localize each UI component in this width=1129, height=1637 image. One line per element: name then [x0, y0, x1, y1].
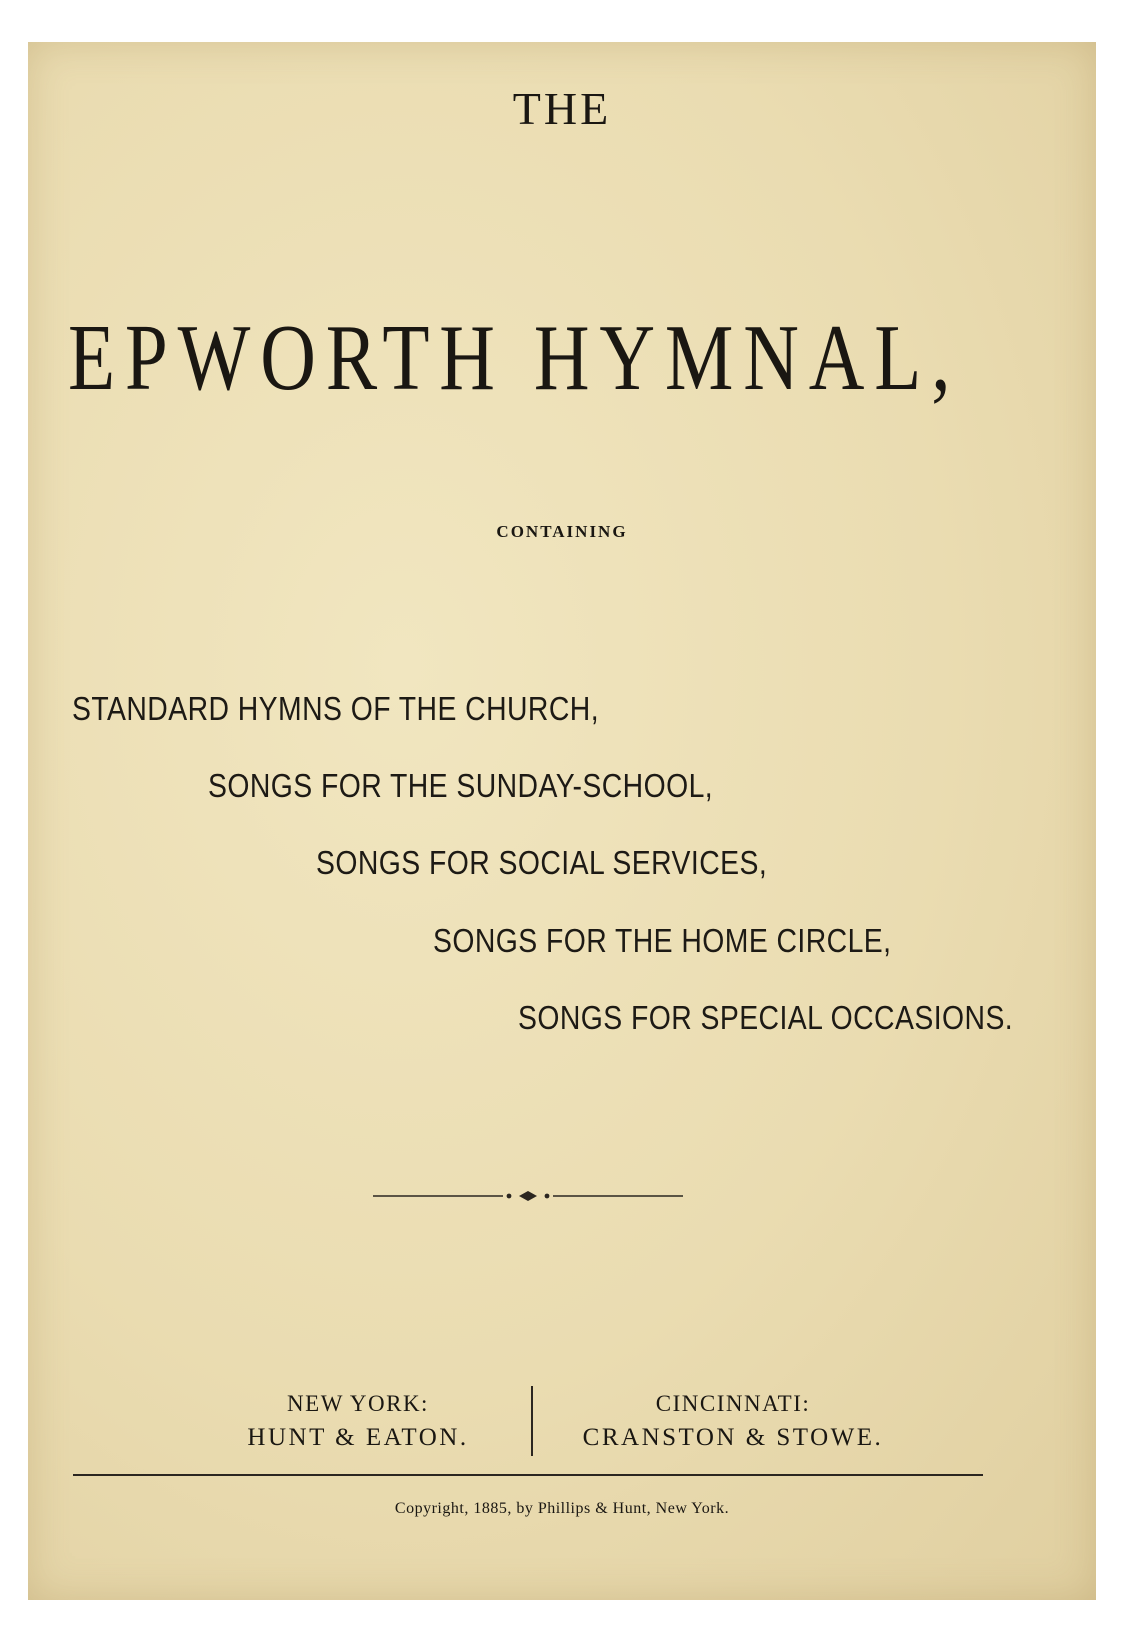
title-article: THE [512, 83, 612, 134]
contents-line-3: SONGS FOR SOCIAL SERVICES, [316, 844, 768, 881]
ornamental-rule [373, 1188, 683, 1204]
publisher-name: CRANSTON & STOWE. [582, 1424, 884, 1451]
copyright-notice: Copyright, 1885, by Phillips & Hunt, New York. [394, 1500, 730, 1517]
publisher-new-york [208, 1387, 508, 1455]
contents-line-5: SONGS FOR SPECIAL OCCASIONS. [518, 999, 1014, 1036]
title-page [28, 42, 1096, 1600]
publisher-divider [531, 1386, 533, 1456]
containing-label: CONTAINING [496, 522, 628, 541]
contents-line-1: STANDARD HYMNS OF THE CHURCH, [72, 690, 600, 727]
contents-line-4: SONGS FOR THE HOME CIRCLE, [433, 922, 892, 959]
contents-line-2: SONGS FOR THE SUNDAY-SCHOOL, [208, 767, 714, 804]
publisher-cincinnati [553, 1387, 913, 1455]
publisher-city: NEW YORK: [287, 1391, 429, 1416]
publisher-city: CINCINNATI: [655, 1391, 811, 1416]
book-title: EPWORTH HYMNAL, [68, 306, 961, 410]
publisher-name: HUNT & EATON. [247, 1424, 469, 1451]
bottom-rule [73, 1474, 983, 1476]
